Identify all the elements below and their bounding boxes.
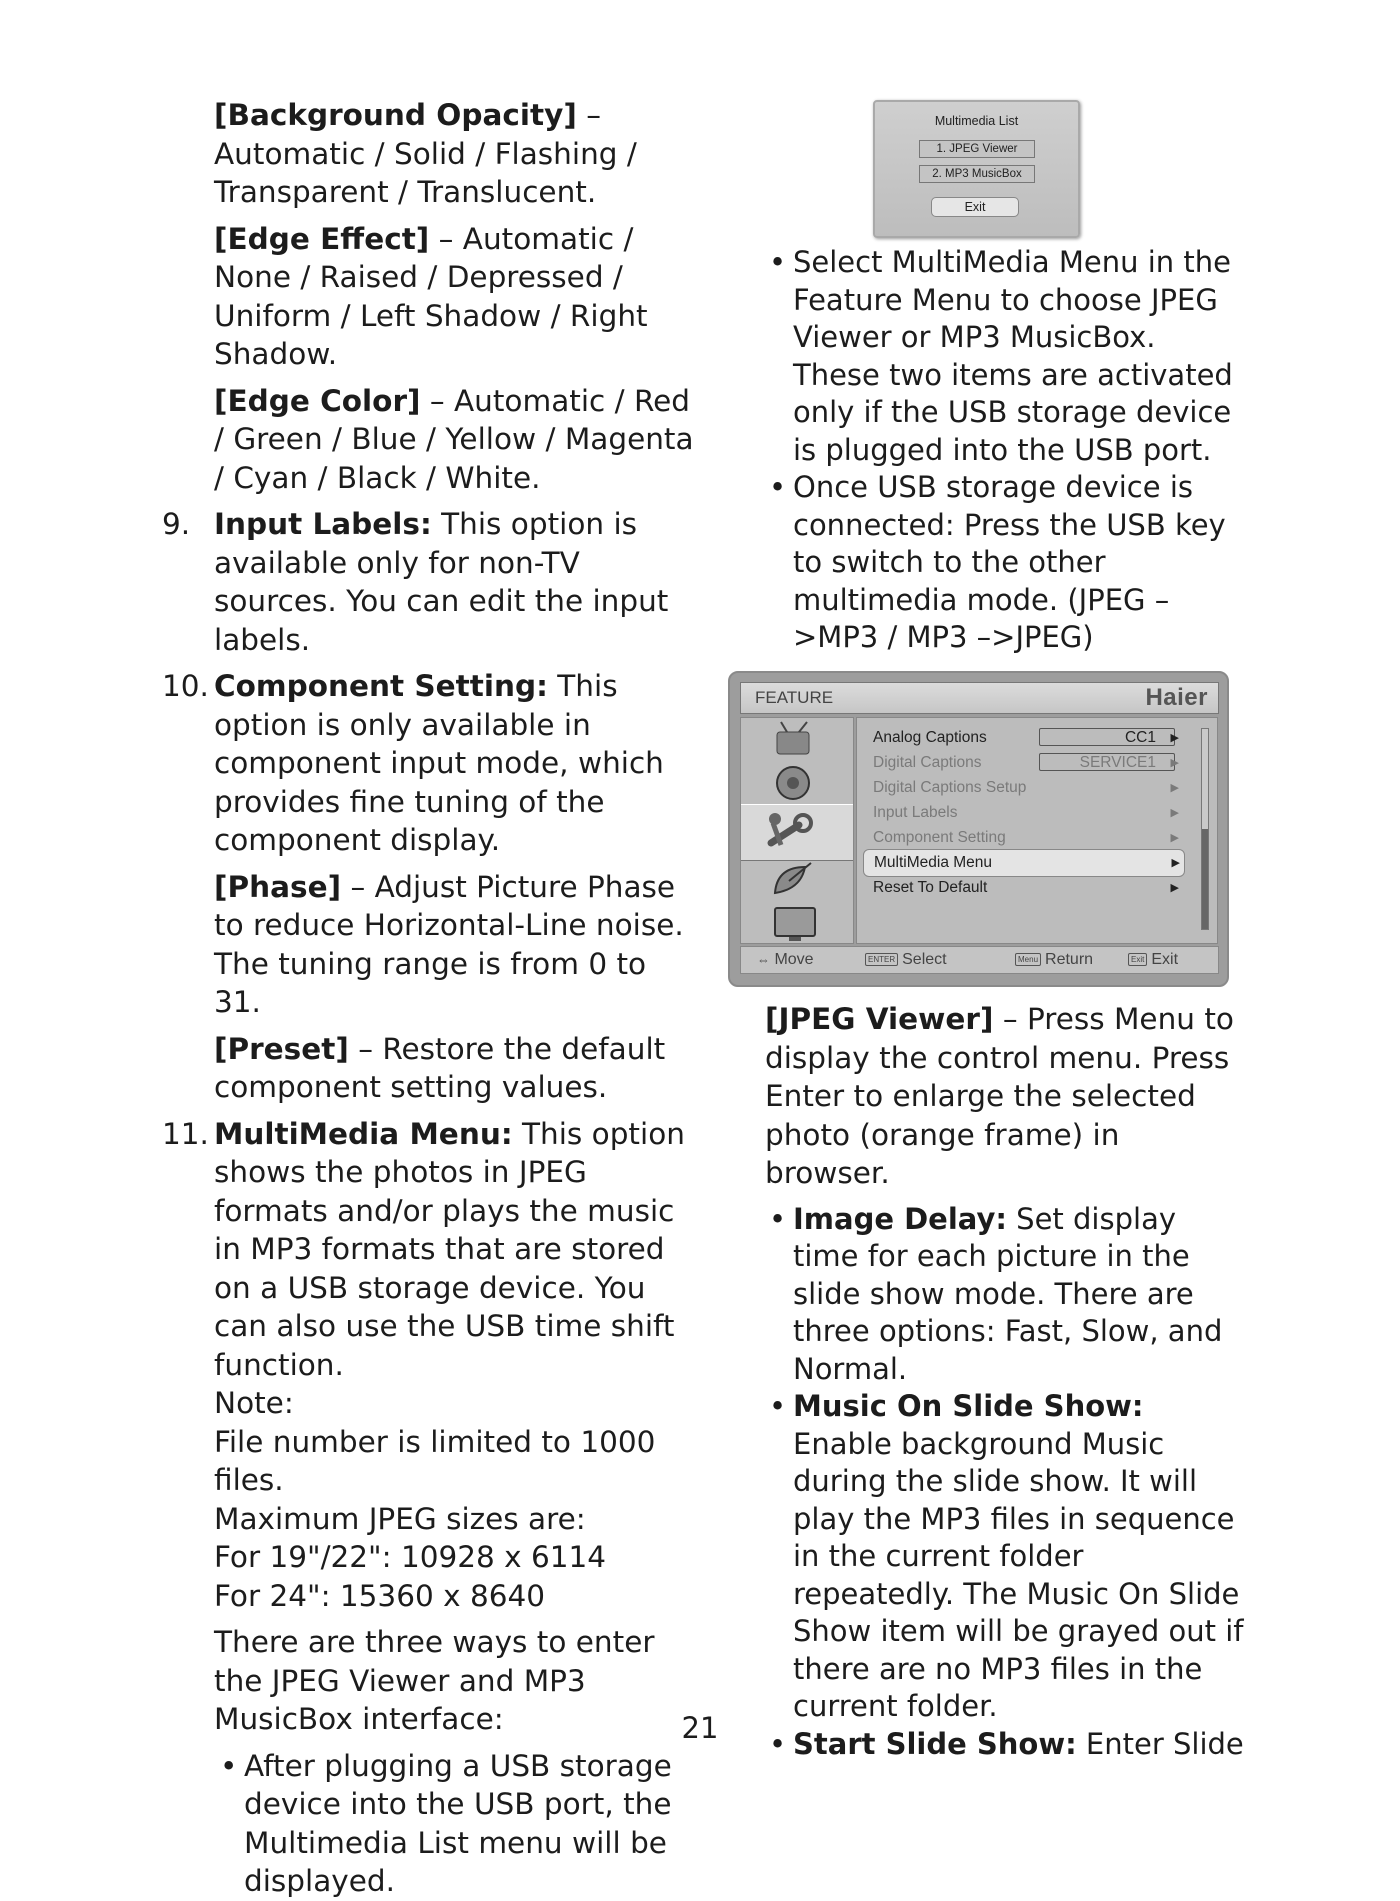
feature-menu-title: FEATURE (755, 688, 834, 707)
note-line: Maximum JPEG sizes are: (214, 1501, 586, 1536)
phase-entry: [Phase] – Adjust Picture Phase to reduce Horizontal-Line noise. The tuning range is from 0 to 31. (214, 869, 684, 1019)
note-block (214, 1384, 702, 1615)
left-column (162, 96, 702, 1901)
bullet-image-delay: • Image Delay: Set display time for each picture in the slide show mode. There are three options: Fast, Slow, and Normal. (769, 1201, 1223, 1386)
analog-captions-value: CC1 (1039, 728, 1175, 746)
monitor-icon[interactable] (741, 902, 853, 945)
haier-logo: Haier (1145, 684, 1208, 711)
bullet-music-on-slide-show: • Music On Slide Show: Enable background Music during the slide show. It will play the MP3 files in sequence in the current folder repeatedly. The Music On Slide Show item will be grayed out if there are no MP3 files in the current folder. (769, 1389, 1244, 1723)
return-hint: Menu Return (1015, 951, 1093, 969)
enter-key-icon: ENTER (865, 953, 898, 966)
exit-button[interactable]: Exit (931, 197, 1019, 217)
menu-row-digital-captions[interactable]: Digital Captions SERVICE1 ▶ (863, 750, 1183, 776)
right-arrow-icon: ▶ (1170, 832, 1179, 844)
multimedia-list-panel (873, 100, 1080, 238)
input-labels-item: 9. Input Labels: This option is available only for non-TV sources. You can edit the input labels. (162, 507, 669, 657)
feature-menu-list (856, 717, 1218, 944)
exit-hint: Exit Exit (1128, 951, 1178, 969)
menu-row-analog-captions[interactable]: Analog Captions CC1 ▶ (863, 725, 1183, 751)
satellite-dish-icon[interactable] (741, 859, 853, 902)
menu-row-digital-captions-setup[interactable]: Digital Captions Setup ▶ (863, 775, 1183, 801)
note-line: File number is limited to 1000 files. (214, 1424, 656, 1497)
note-line: For 19"/22": 10928 x 6114 (214, 1540, 607, 1574)
right-arrow-icon: ▶ (1170, 732, 1179, 744)
menu-scrollbar[interactable] (1201, 728, 1209, 930)
menu-row-component-setting[interactable]: Component Setting ▶ (863, 825, 1183, 851)
bullet-usb-plugging: • After plugging a USB storage device into the USB port, the Multimedia List menu will be displayed. (220, 1748, 672, 1898)
feature-menu-panel (728, 671, 1229, 987)
move-icon: ⇔ (757, 952, 770, 967)
speaker-audio-icon[interactable] (741, 761, 853, 804)
right-arrow-icon: ▶ (1170, 807, 1179, 819)
component-setting-item: 10. Component Setting: This option is only available in component input mode, which provides fine tuning of the component display. (162, 669, 664, 857)
multimedia-menu-item: 11. MultiMedia Menu: This option shows the photos in JPEG formats and/or plays the music in MP3 formats that are stored on a USB storage device. You can also use the USB time shift function. Note: File number is limited to 1000 files. Maximum JPEG sizes are: For 19"/22": 10928 x 6114 For 24": 15360 x 8640 There are three ways to enter the JPEG Viewer and MP3 MusicBox interface: • After plugging a USB storage device into the USB port, the Multimedia List menu will be displayed. (162, 1115, 702, 1901)
note-line: For 24": 15360 x 8640 (214, 1578, 546, 1613)
note-line: Note: (214, 1386, 294, 1420)
scrollbar-thumb[interactable] (1202, 829, 1208, 929)
jpeg-viewer-entry: [JPEG Viewer] – Press Menu to display the control menu. Press Enter to enlarge the selected photo (orange frame) in browser. (765, 1002, 1234, 1190)
multimedia-list-title: Multimedia List (934, 114, 1019, 128)
three-ways-text: There are three ways to enter the JPEG Viewer and MP3 MusicBox interface: (214, 1625, 655, 1736)
exit-key-icon: Exit (1128, 953, 1147, 966)
right-column-top (765, 244, 1245, 657)
bullet-start-slide-show: • Start Slide Show: Enter Slide (769, 1726, 1244, 1761)
move-hint: ⇔ Move (757, 951, 814, 968)
right-arrow-icon: ▶ (1170, 782, 1179, 794)
wrench-feature-icon[interactable] (741, 804, 853, 861)
mp3-musicbox-option[interactable]: 2. MP3 MusicBox (919, 165, 1035, 183)
background-opacity-entry: [Background Opacity] – Automatic / Solid / Flashing / Transparent / Translucent. (214, 98, 637, 209)
edge-effect-entry: [Edge Effect] – Automatic / None / Raised / Depressed / Uniform / Left Shadow / Right Shadow. (214, 221, 648, 371)
menu-row-input-labels[interactable]: Input Labels ▶ (863, 800, 1183, 826)
select-hint: ENTER Select (865, 951, 947, 969)
right-arrow-icon: ▶ (1171, 857, 1180, 869)
right-arrow-icon: ▶ (1170, 757, 1179, 769)
bullet-select-multimedia: • Select MultiMedia Menu in the Feature Menu to choose JPEG Viewer or MP3 MusicBox. These two items are activated only if the USB storage device is plugged into the USB port. (769, 245, 1233, 467)
tv-picture-icon[interactable] (741, 718, 853, 761)
jpeg-viewer-option[interactable]: 1. JPEG Viewer (919, 140, 1035, 158)
digital-captions-value: SERVICE1 (1039, 753, 1175, 771)
right-column-bottom (765, 1000, 1245, 1763)
feature-menu-header (740, 682, 1219, 714)
menu-row-reset-to-default[interactable]: Reset To Default ▶ (863, 875, 1183, 901)
feature-menu-footer (740, 946, 1219, 974)
feature-menu-sidebar (740, 717, 854, 944)
menu-row-multimedia-menu[interactable]: MultiMedia Menu ▶ (863, 849, 1185, 877)
bullet-usb-key: • Once USB storage device is connected: Press the USB key to switch to the other multimedia mode. (JPEG –>MP3 / MP3 –>JPEG) (769, 470, 1226, 654)
right-arrow-icon: ▶ (1170, 882, 1179, 894)
menu-key-icon: Menu (1015, 953, 1041, 966)
page-number: 21 (681, 1711, 719, 1745)
preset-entry: [Preset] – Restore the default component setting values. (214, 1031, 666, 1104)
edge-color-entry: [Edge Color] – Automatic / Red / Green / Blue / Yellow / Magenta / Cyan / Black / White. (214, 383, 694, 495)
